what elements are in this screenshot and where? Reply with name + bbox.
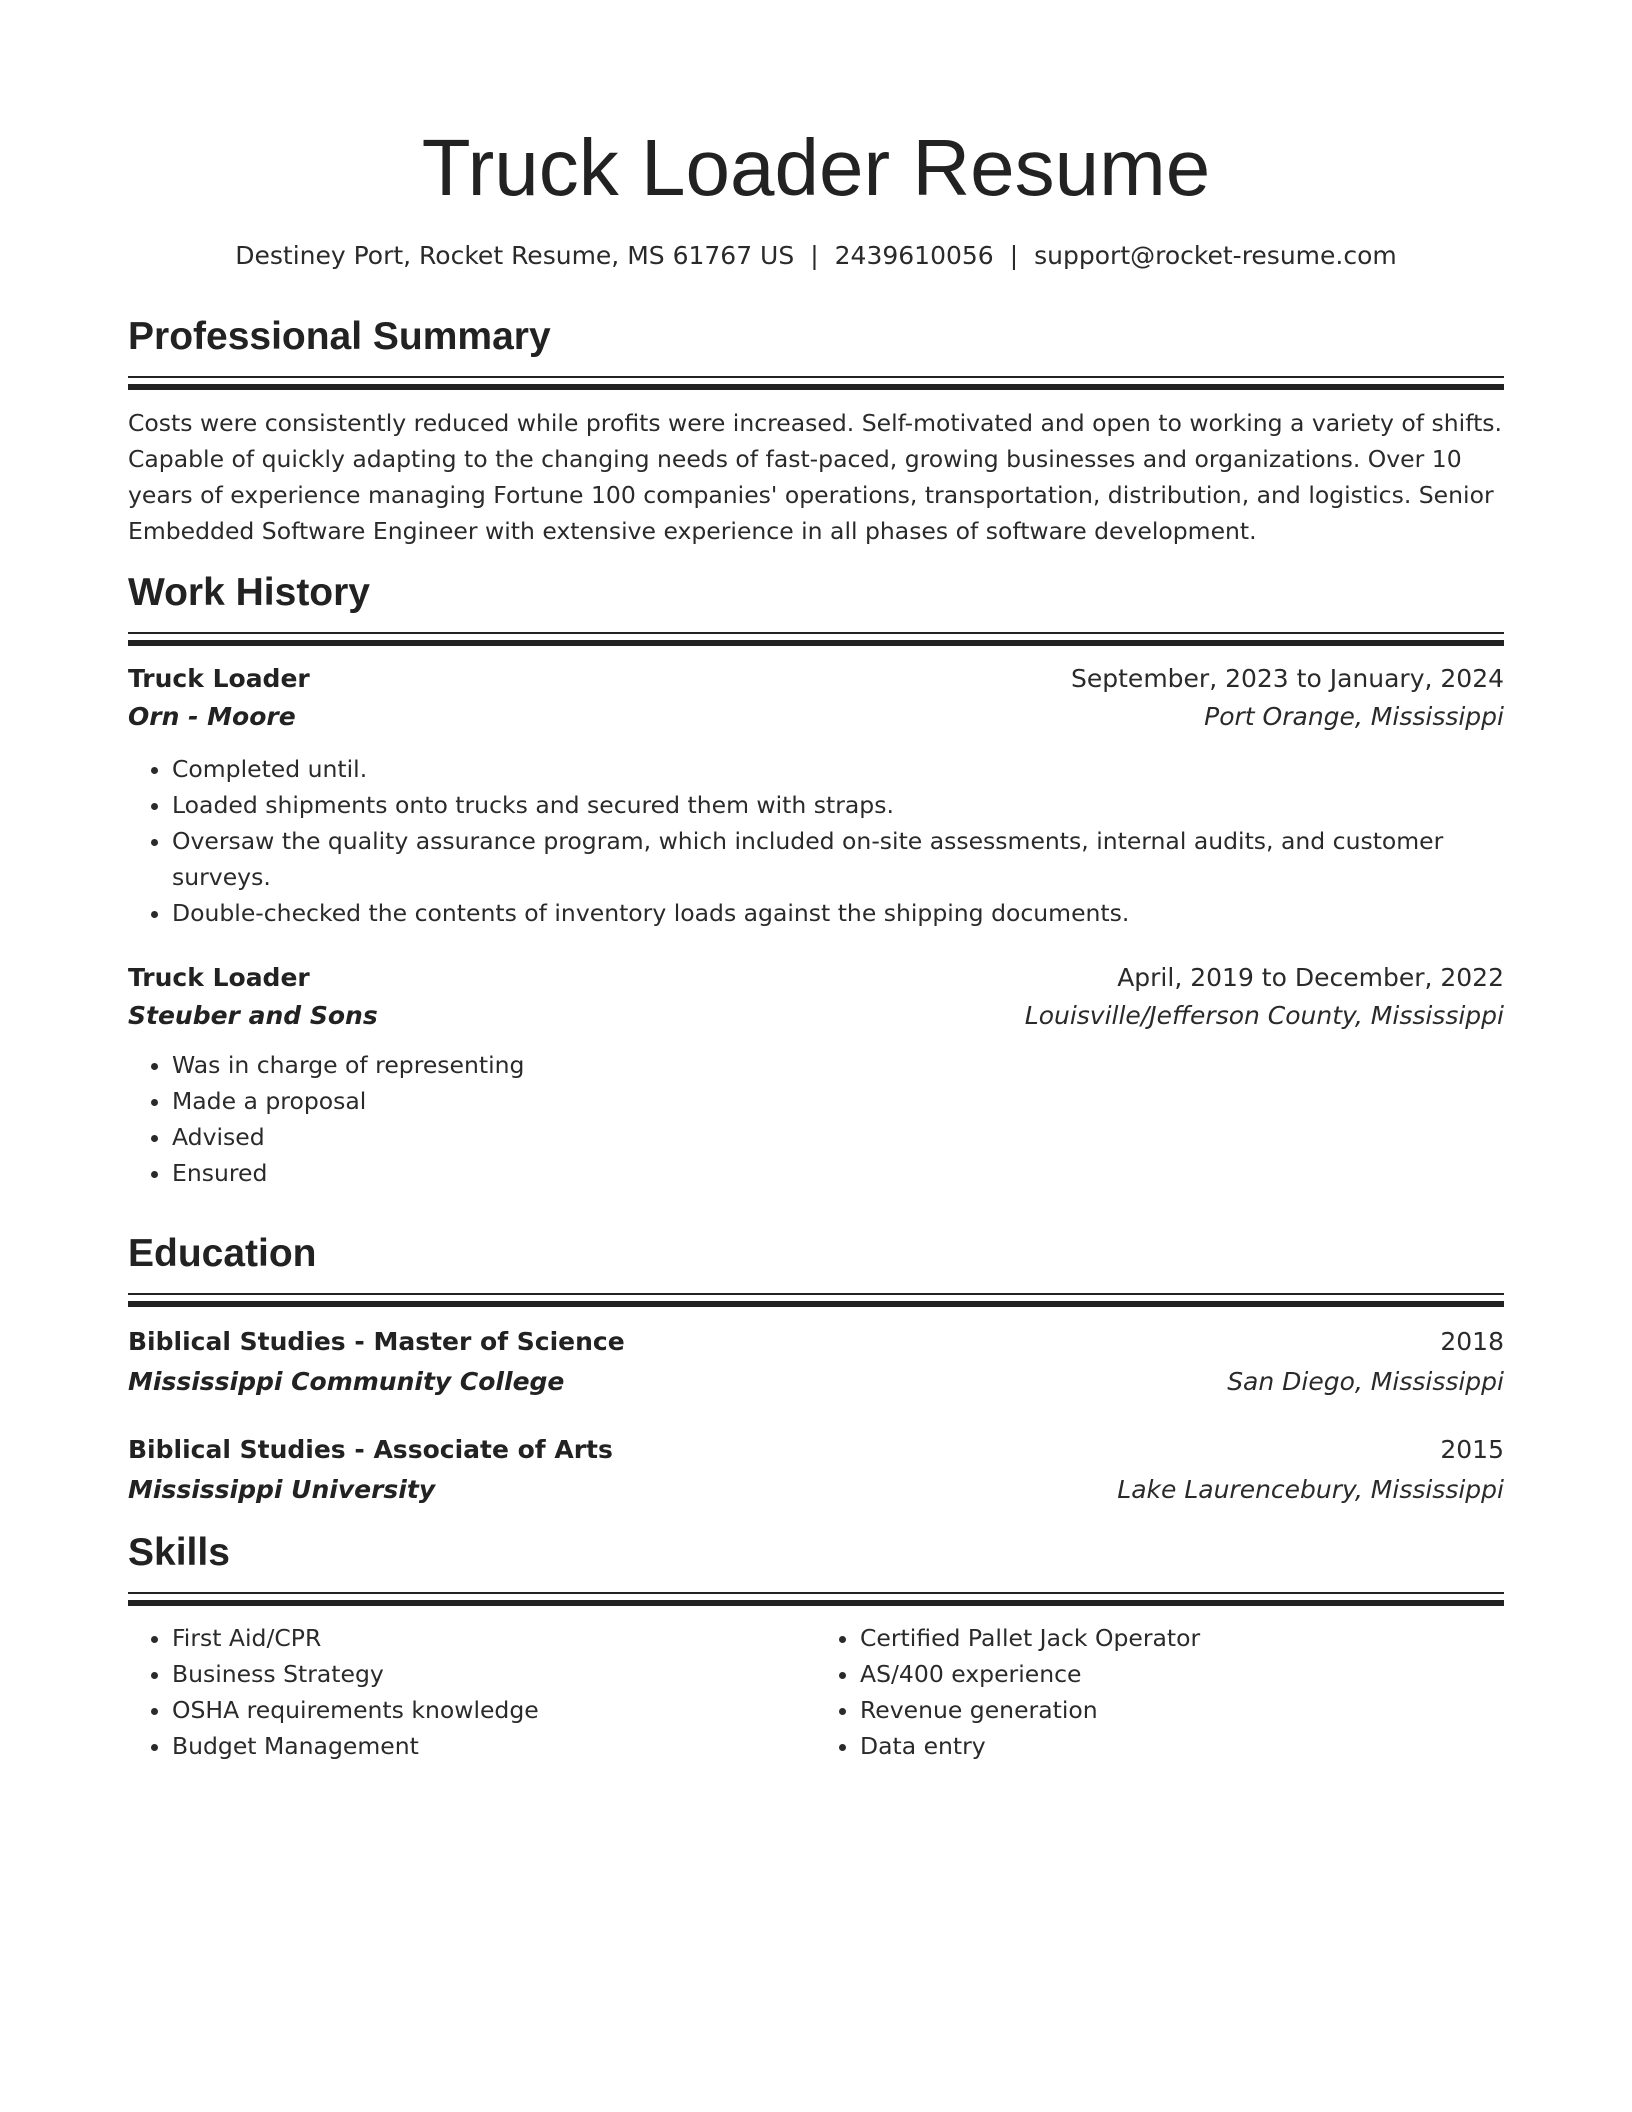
work-section [128,568,1504,1191]
education-school-row [128,1471,1504,1509]
education-location: Lake Laurencebury, Mississippi [1117,1475,1504,1504]
list-item: • Budget Management [172,1728,816,1764]
list-item: • Certified Pallet Jack Operator [860,1620,1504,1656]
job-entry [128,959,1504,1191]
skills-section [128,1528,1504,1764]
job-company: Steuber and Sons [128,1001,378,1030]
education-section [128,1229,1504,1509]
job-title: Truck Loader [128,664,310,693]
job-company: Orn - Moore [128,702,296,731]
section-divider [128,376,1504,390]
education-year: 2018 [1440,1327,1504,1356]
list-item: • Data entry [860,1728,1504,1764]
section-divider [128,1293,1504,1307]
education-year: 2015 [1440,1435,1504,1464]
education-header-row [128,1431,1504,1469]
job-entry [128,660,1504,931]
list-item: • First Aid/CPR [172,1620,816,1656]
job-org-row [128,997,1504,1035]
job-location: Louisville/Jefferson County, Mississippi [1024,1001,1504,1030]
skills-columns [128,1620,1504,1764]
job-bullets [128,1047,1504,1191]
skills-list-left [128,1620,816,1764]
job-header-row [128,959,1504,997]
section-heading: Skills [128,1531,230,1574]
contact-separator: | [810,241,819,270]
list-item: • Made a proposal [172,1083,1504,1119]
education-school-row [128,1363,1504,1401]
skills-list-right [816,1620,1504,1764]
education-entry [128,1431,1504,1509]
education-school: Mississippi Community College [128,1367,565,1396]
section-heading: Education [128,1232,317,1275]
education-degree: Biblical Studies - Master of Science [128,1327,625,1356]
summary-section [128,312,1504,549]
list-item: • AS/400 experience [860,1656,1504,1692]
contact-address: Destiney Port, Rocket Resume, MS 61767 US [235,241,795,270]
contact-line [128,238,1504,274]
education-degree: Biblical Studies - Associate of Arts [128,1435,613,1464]
job-location: Port Orange, Mississippi [1204,702,1504,731]
list-item: • Advised [172,1119,1504,1155]
list-item: • Ensured [172,1155,1504,1191]
job-dates: April, 2019 to December, 2022 [1117,963,1504,992]
section-heading: Professional Summary [128,315,551,358]
contact-phone: 2439610056 [834,241,994,270]
section-divider [128,632,1504,646]
job-org-row [128,698,1504,736]
section-divider [128,1592,1504,1606]
list-item: • Was in charge of representing [172,1047,1504,1083]
education-entry [128,1323,1504,1401]
education-header-row [128,1323,1504,1361]
list-item: • Loaded shipments onto trucks and secured them with straps. [172,787,1504,823]
contact-separator: | [1009,241,1019,270]
list-item: • Double-checked the contents of inventory loads against the shipping documents. [172,895,1504,931]
section-heading: Work History [128,571,370,614]
education-school: Mississippi University [128,1475,436,1504]
contact-email: support@rocket-resume.com [1034,241,1397,270]
list-item: • OSHA requirements knowledge [172,1692,816,1728]
job-bullets [128,751,1504,931]
summary-text: Costs were consistently reduced while profits were increased. Self-motivated and open to working a variety of shifts. Capable of quickly adapting to the changing needs of fast-paced, growing businesses and organizations. Over 10 years of experience managing Fortune 100 companies' operations, transportation, distribution, and logistics. Senior Embedded Software Engineer with extensive experience in all phases of software development. [128,409,1502,545]
list-item: • Business Strategy [172,1656,816,1692]
education-location: San Diego, Mississippi [1227,1367,1504,1396]
job-title: Truck Loader [128,963,310,992]
job-header-row [128,660,1504,698]
resume-title: Truck Loader Resume [421,123,1211,212]
list-item: • Revenue generation [860,1692,1504,1728]
list-item: • Completed until. [172,751,1504,787]
list-item: • Oversaw the quality assurance program, which included on-site assessments, internal audits, and customer surveys. [172,823,1504,895]
job-dates: September, 2023 to January, 2024 [1071,664,1504,693]
